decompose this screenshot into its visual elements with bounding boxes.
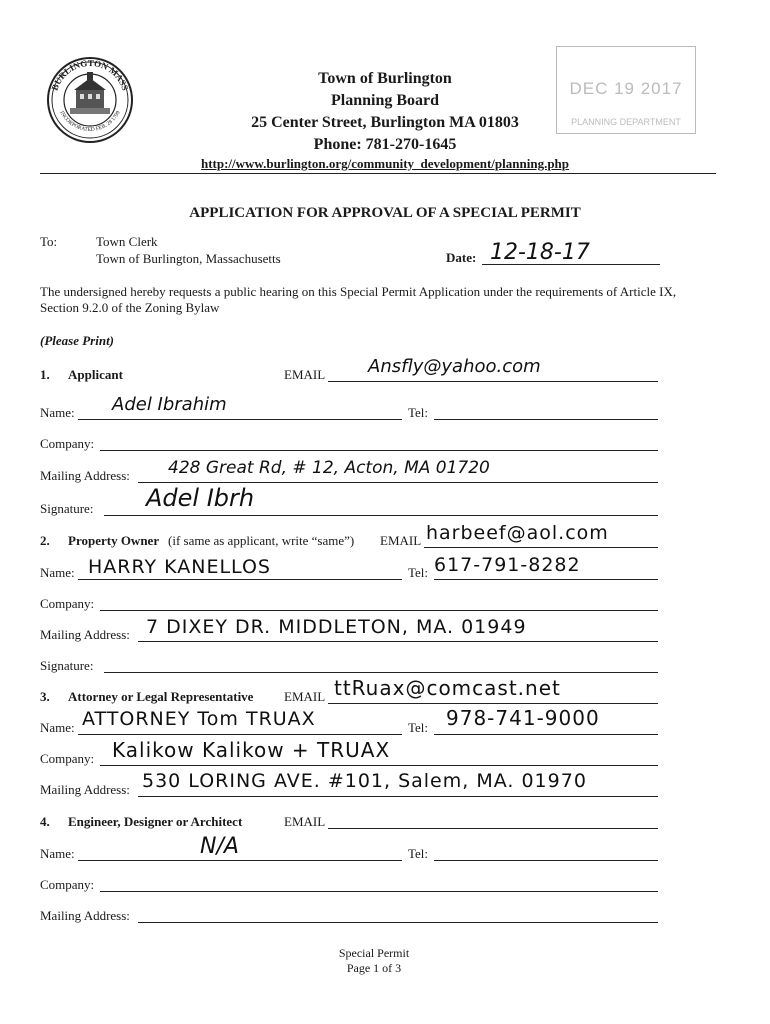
date-label: Date:: [446, 250, 477, 265]
owner-email[interactable]: harbeef@aol.com: [426, 522, 609, 544]
applicant-signature[interactable]: Adel Ibrh: [146, 484, 255, 512]
to-line2: Town of Burlington, Massachusetts: [96, 251, 281, 266]
attorney-email[interactable]: ttRuax@comcast.net: [334, 676, 561, 700]
owner-name[interactable]: HARRY KANELLOS: [88, 556, 271, 578]
engineer-tel-label: Tel:: [408, 846, 429, 861]
engineer-name[interactable]: N/A: [200, 834, 239, 859]
owner-company-line: [100, 610, 658, 611]
applicant-name[interactable]: Adel Ibrahim: [112, 394, 227, 415]
owner-note: (if same as applicant, write “same”): [168, 533, 355, 548]
attorney-email-label: EMAIL: [284, 689, 326, 704]
applicant-name-label: Name:: [40, 405, 75, 420]
applicant-title: Applicant: [68, 367, 123, 382]
engineer-email-label: EMAIL: [284, 814, 326, 829]
engineer-email-line: [328, 828, 658, 829]
header-board: Planning Board: [330, 92, 440, 109]
footer-page-number: Page 1 of 3: [346, 961, 402, 975]
owner-email-label: EMAIL: [380, 533, 422, 548]
engineer-address-label: Mailing Address:: [40, 908, 130, 923]
owner-name-label: Name:: [40, 565, 75, 580]
applicant-signature-line: [104, 515, 658, 516]
applicant-email-line: [328, 381, 658, 382]
attorney-title: Attorney or Legal Representative: [68, 689, 254, 704]
attorney-tel-line: [434, 734, 658, 735]
engineer-tel-line: [434, 860, 658, 861]
applicant-name-line: [78, 419, 402, 420]
header-town: Town of Burlington: [318, 70, 452, 87]
engineer-title: Engineer, Designer or Architect: [68, 814, 243, 829]
owner-name-line: [78, 579, 402, 580]
stamp-date: DEC 19 2017: [569, 79, 683, 98]
attorney-tel[interactable]: 978-741-9000: [446, 706, 600, 730]
engineer-name-label: Name:: [40, 846, 75, 861]
seal-top-text: BURLINGTON MASS: [49, 57, 131, 92]
applicant-tel-line: [434, 419, 658, 420]
intro-text: The undersigned hereby requests a public hearing on this Special Permit Application under the requirements of Article IX, Section 9.2.0 of the Zoning Bylaw: [40, 284, 677, 315]
applicant-address[interactable]: 428 Great Rd, # 12, Acton, MA 01720: [168, 458, 490, 478]
engineer-address-line: [138, 922, 658, 923]
form-title: APPLICATION FOR APPROVAL OF A SPECIAL PERMIT: [189, 205, 581, 221]
owner-signature-line: [104, 672, 658, 673]
header-rule: [40, 173, 716, 174]
owner-tel[interactable]: 617-791-8282: [434, 554, 581, 576]
to-line1: Town Clerk: [96, 234, 158, 249]
engineer-company-label: Company:: [40, 877, 95, 892]
attorney-company[interactable]: Kalikow Kalikow + TRUAX: [112, 738, 391, 762]
applicant-address-label: Mailing Address:: [40, 468, 130, 483]
applicant-number: 1.: [40, 367, 50, 382]
date-value[interactable]: 12-18-17: [490, 240, 590, 265]
owner-signature-label: Signature:: [40, 658, 94, 673]
attorney-tel-label: Tel:: [408, 720, 429, 735]
owner-address[interactable]: 7 DIXEY DR. MIDDLETON, MA. 01949: [146, 616, 527, 638]
owner-tel-label: Tel:: [408, 565, 429, 580]
engineer-number: 4.: [40, 814, 50, 829]
to-label: To:: [40, 234, 58, 249]
attorney-email-line: [328, 703, 658, 704]
received-stamp: [556, 46, 696, 134]
header-address: 25 Center Street, Burlington MA 01803: [251, 114, 519, 131]
applicant-signature-label: Signature:: [40, 501, 94, 516]
attorney-address-label: Mailing Address:: [40, 782, 130, 797]
owner-address-line: [138, 641, 658, 642]
owner-number: 2.: [40, 533, 50, 548]
owner-company-label: Company:: [40, 596, 95, 611]
applicant-address-line: [138, 482, 658, 483]
attorney-address[interactable]: 530 LORING AVE. #101, Salem, MA. 01970: [142, 770, 587, 792]
owner-email-line: [424, 547, 658, 548]
stamp-dept: PLANNING DEPARTMENT: [571, 117, 681, 127]
applicant-company-line: [100, 450, 658, 451]
applicant-email[interactable]: Ansfly@yahoo.com: [368, 356, 541, 377]
please-print: (Please Print): [40, 333, 115, 348]
owner-tel-line: [434, 579, 658, 580]
attorney-company-line: [100, 765, 658, 766]
owner-address-label: Mailing Address:: [40, 627, 130, 642]
applicant-email-label: EMAIL: [284, 367, 326, 382]
attorney-address-line: [138, 796, 658, 797]
header-url[interactable]: http://www.burlington.org/community_development/planning.php: [200, 156, 570, 171]
applicant-tel-label: Tel:: [408, 405, 429, 420]
header-phone: Phone: 781-270-1645: [313, 136, 457, 153]
attorney-number: 3.: [40, 689, 50, 704]
owner-title: Property Owner: [68, 533, 160, 548]
applicant-company-label: Company:: [40, 436, 95, 451]
attorney-company-label: Company:: [40, 751, 95, 766]
engineer-company-line: [100, 891, 658, 892]
attorney-name-label: Name:: [40, 720, 75, 735]
attorney-name[interactable]: ATTORNEY Tom TRUAX: [82, 708, 316, 730]
attorney-name-line: [78, 734, 402, 735]
footer-doc-name: Special Permit: [338, 946, 410, 960]
engineer-name-line: [78, 860, 402, 861]
seal-bottom-text: INCORPORATED FEB. 28 1799: [58, 110, 122, 133]
